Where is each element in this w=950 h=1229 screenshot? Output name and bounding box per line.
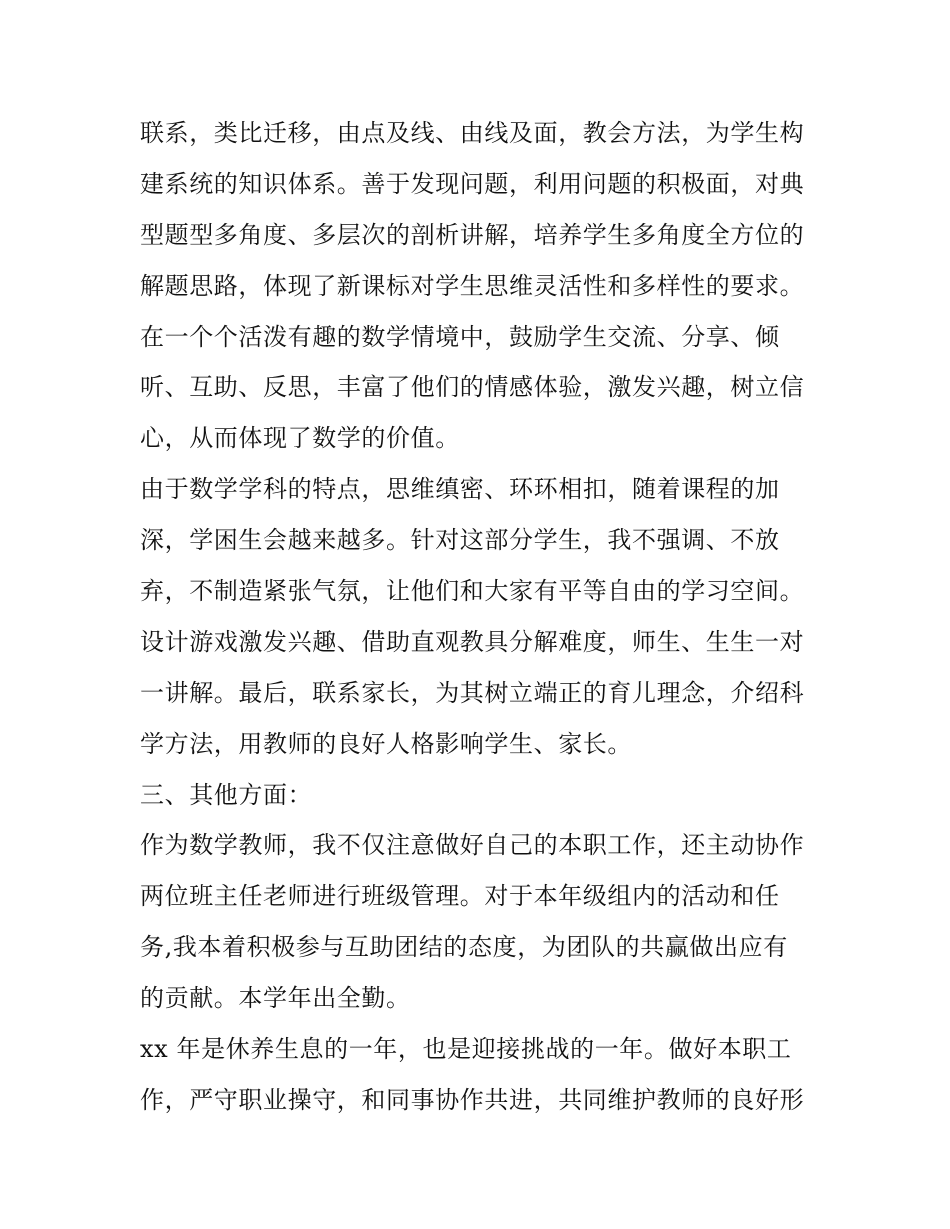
text-line: 务,我本着积极参与互助团结的态度，为团队的共赢做出应有 (140, 933, 788, 962)
text-line: 两位班主任老师进行班级管理。对于本年级组内的活动和任 (140, 882, 780, 911)
text-line: 在一个个活泼有趣的数学情境中，鼓励学生交流、分享、倾 (140, 322, 780, 351)
text-line: 作，严守职业操守，和同事协作共进，共同维护教师的良好形 (140, 1085, 805, 1114)
section-heading: 三、其他方面： (140, 780, 313, 809)
text-line: 一讲解。最后，联系家长，为其树立端正的育儿理念，介绍科 (140, 678, 805, 707)
text-line: 弃，不制造紧张气氛，让他们和大家有平等自由的学习空间。 (140, 577, 805, 606)
text-line: 型题型多角度、多层次的剖析讲解，培养学生多角度全方位的 (140, 220, 805, 249)
text-line: 的贡献。本学年出全勤。 (140, 984, 411, 1013)
text-line: 听、互助、反思，丰富了他们的情感体验，激发兴趣，树立信 (140, 373, 805, 402)
text-line: 学方法，用教师的良好人格影响学生、家长。 (140, 729, 632, 758)
text-line: 深，学困生会越来越多。针对这部分学生，我不强调、不放 (140, 526, 780, 555)
text-line: xx 年是休养生息的一年，也是迎接挑战的一年。做好本职工 (140, 1035, 792, 1064)
text-line: 联系，类比迁移，由点及线、由线及面，教会方法，为学生构 (140, 119, 805, 147)
text-line: 心，从而体现了数学的价值。 (140, 424, 460, 453)
text-line: 建系统的知识体系。善于发现问题，利用问题的积极面，对典 (140, 169, 805, 198)
text-line: 设计游戏激发兴趣、借助直观教具分解难度，师生、生生一对 (140, 627, 805, 656)
text-line: 由于数学学科的特点，思维缜密、环环相扣，随着课程的加 (140, 475, 780, 504)
text-line: 作为数学教师，我不仅注意做好自己的本职工作，还主动协作 (140, 831, 805, 860)
text-line: 解题思路，体现了新课标对学生思维灵活性和多样性的要求。 (140, 271, 805, 300)
document-body (140, 108, 830, 1126)
